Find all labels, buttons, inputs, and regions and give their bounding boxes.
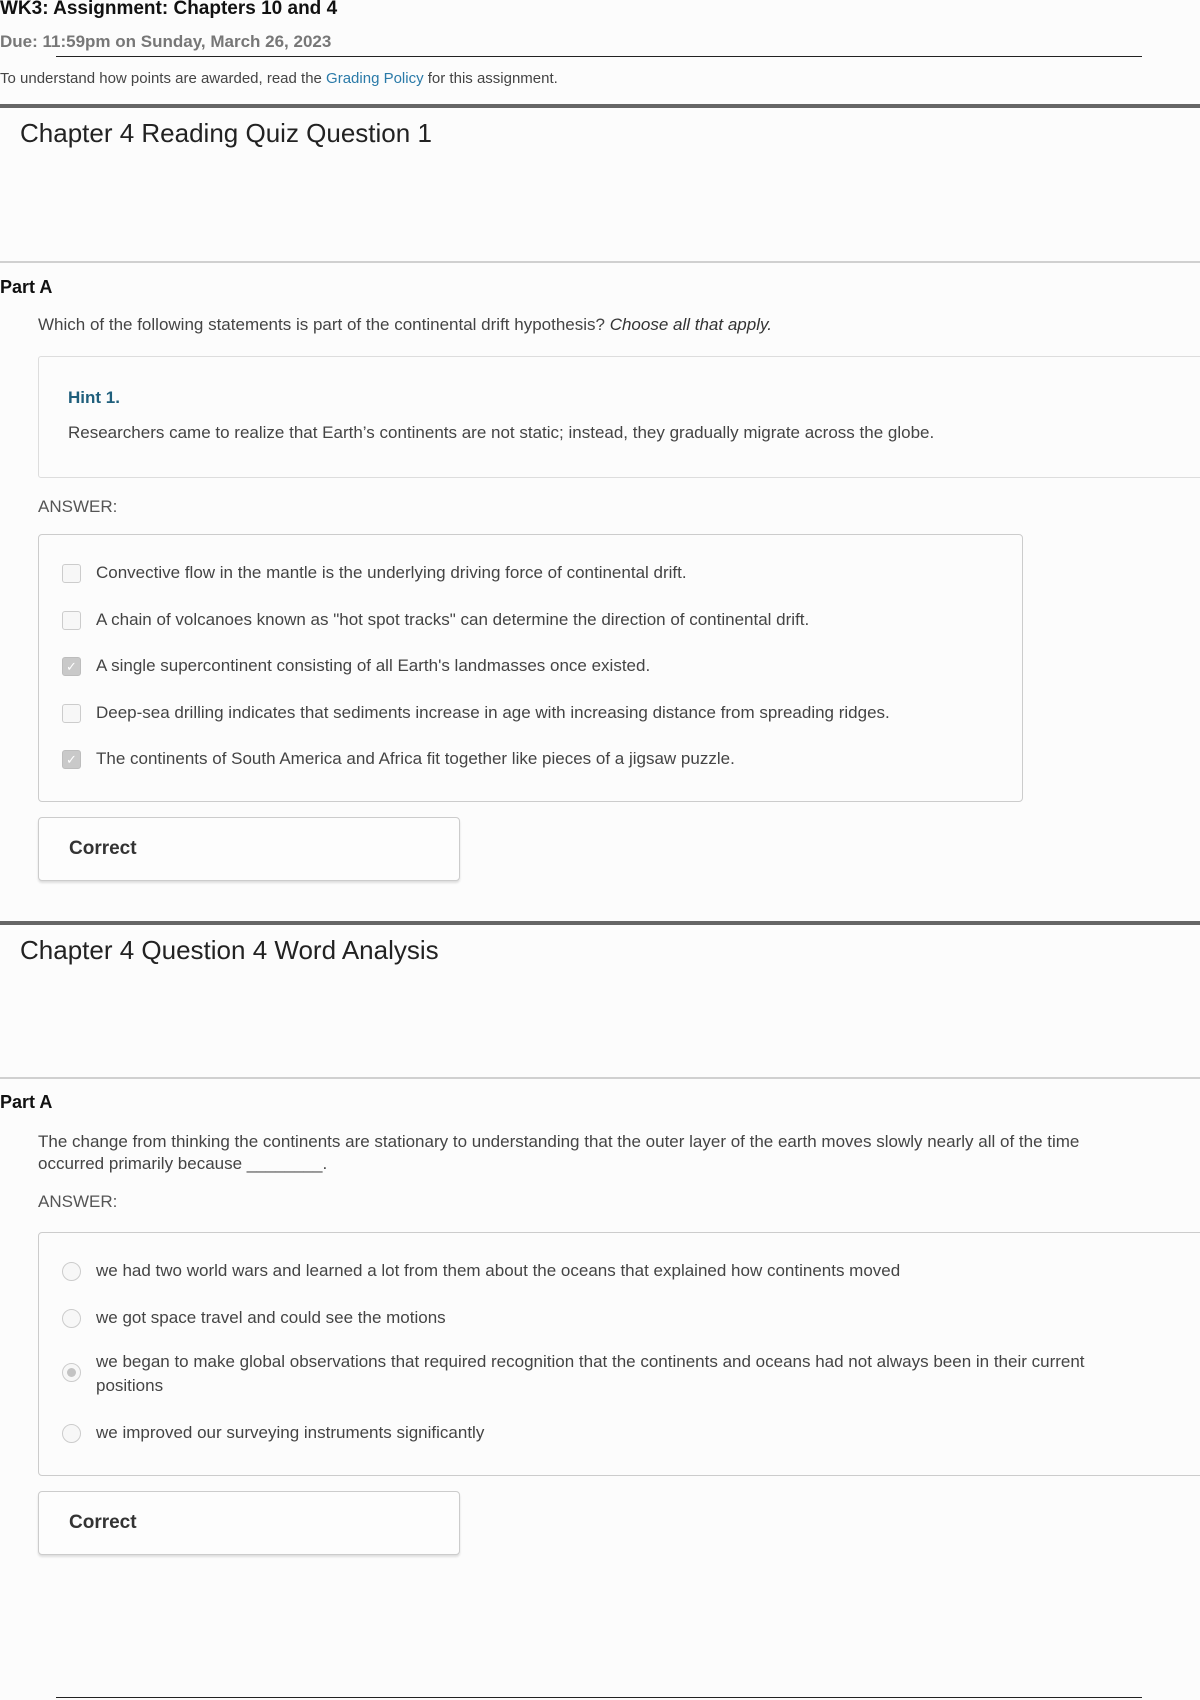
footer-divider: [56, 1697, 1142, 1698]
option-label: Convective flow in the mantle is the underlying driving force of continental drift.: [96, 563, 687, 582]
question-1-prompt: [38, 314, 772, 336]
question-1-text: Which of the following statements is part of the continental drift hypothesis?: [38, 315, 605, 334]
option-label: Deep-sea drilling indicates that sediments increase in age with increasing distance from spreading ridges.: [96, 703, 890, 722]
radio-dot: [67, 1368, 76, 1377]
policy-text-after: for this assignment.: [423, 70, 558, 87]
header-divider: [56, 56, 1142, 57]
due-date: Due: 11:59pm on Sunday, March 26, 2023: [0, 32, 332, 51]
question-2-title: Chapter 4 Question 4 Word Analysis: [20, 935, 439, 965]
option-label: we got space travel and could see the motions: [96, 1308, 446, 1327]
question-2-result-box: [38, 1491, 460, 1555]
question-1-part-label: Part A: [0, 277, 53, 297]
question-1-option[interactable]: [62, 561, 687, 585]
question-1-option[interactable]: [62, 654, 650, 678]
option-label: A chain of volcanoes known as "hot spot tracks" can determine the direction of continental drift.: [96, 610, 810, 629]
question-2-answer-label: ANSWER:: [38, 1192, 118, 1211]
section-divider: [0, 104, 1200, 108]
radio-button[interactable]: [62, 1262, 81, 1281]
question-2-option[interactable]: [62, 1350, 1162, 1398]
question-2-option[interactable]: [62, 1259, 900, 1283]
question-1-instruction: Choose all that apply.: [609, 315, 772, 334]
question-2-option[interactable]: [62, 1306, 446, 1330]
result-status: Correct: [69, 838, 137, 859]
question-1-option[interactable]: [62, 608, 809, 632]
assignment-title: WK3: Assignment: Chapters 10 and 4: [0, 0, 338, 19]
question-1-answer-label: ANSWER:: [38, 497, 118, 516]
checkbox[interactable]: [62, 611, 81, 630]
question-2-prompt: [38, 1131, 1200, 1175]
grading-policy-link[interactable]: Grading Policy: [326, 70, 424, 87]
question-2-text-line1: The change from thinking the continents are stationary to understanding that the outer layer of the earth moves slowly nearly all of the time: [38, 1132, 1080, 1151]
radio-button[interactable]: [62, 1424, 81, 1443]
section-divider: [0, 921, 1200, 925]
question-1-title: Chapter 4 Reading Quiz Question 1: [20, 118, 432, 148]
checkbox[interactable]: [62, 704, 81, 723]
part-divider: [0, 1077, 1200, 1079]
option-label: A single supercontinent consisting of all Earth's landmasses once existed.: [96, 656, 651, 675]
question-2-text-line2: occurred primarily because ________.: [38, 1154, 328, 1173]
hint-title[interactable]: Hint 1.: [68, 388, 120, 407]
radio-button[interactable]: [62, 1309, 81, 1328]
question-1-result-box: [38, 817, 460, 881]
option-label: we improved our surveying instruments significantly: [96, 1423, 485, 1442]
option-label: we began to make global observations that required recognition that the continents and oceans had not always been in their current positions: [96, 1352, 1085, 1395]
grading-policy-note: [0, 70, 558, 87]
question-2-option[interactable]: [62, 1421, 484, 1445]
checkbox-checked[interactable]: ✓: [62, 657, 81, 676]
radio-button-selected[interactable]: [62, 1363, 81, 1382]
option-label: we had two world wars and learned a lot from them about the oceans that explained how continents moved: [96, 1261, 901, 1280]
part-divider: [0, 261, 1200, 263]
option-label: The continents of South America and Africa fit together like pieces of a jigsaw puzzle.: [96, 749, 735, 768]
checkbox-checked[interactable]: ✓: [62, 750, 81, 769]
question-1-option[interactable]: [62, 701, 890, 725]
policy-text-before: To understand how points are awarded, read the: [0, 70, 327, 87]
checkbox[interactable]: [62, 564, 81, 583]
hint-box: [38, 356, 1200, 478]
question-2-part-label: Part A: [0, 1092, 53, 1112]
hint-text: Researchers came to realize that Earth’s continents are not static; instead, they gradually migrate across the globe.: [68, 423, 935, 442]
question-1-option[interactable]: [62, 747, 735, 771]
result-status: Correct: [69, 1512, 137, 1533]
